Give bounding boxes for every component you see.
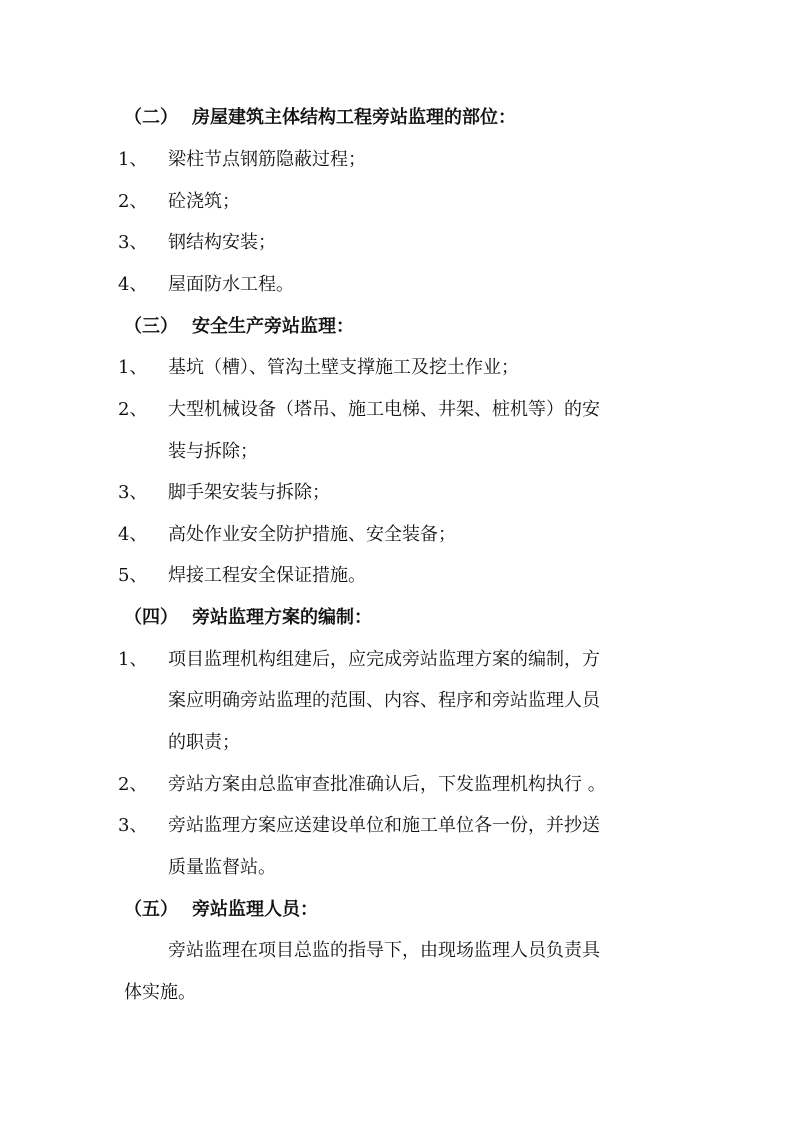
item-text-continued: 的职责； (168, 732, 240, 753)
section-heading (124, 106, 516, 130)
section-title: 房屋建筑主体结构工程旁站监理的部位： (192, 107, 516, 128)
item-number: 5、 (118, 565, 148, 586)
section-title: 旁站监理方案的编制： (192, 607, 372, 628)
item-text-continued: 质量监督站。 (168, 857, 276, 878)
item-text: 砼浇筑； (168, 191, 240, 212)
item-number: 4、 (118, 274, 148, 295)
section-title: 旁站监理人员： (192, 899, 318, 920)
item-text: 梁柱节点钢筋隐蔽过程； (168, 149, 366, 170)
item-number: 3、 (118, 482, 148, 503)
paragraph-line: 旁站监理在项目总监的指导下，由现场监理人员负责具 (168, 940, 600, 961)
item-text: 项目监理机构组建后，应完成旁站监理方案的编制，方 (168, 649, 600, 670)
section-number: （三） (124, 316, 178, 337)
item-number: 2、 (118, 399, 148, 420)
item-number: 4、 (118, 524, 148, 545)
item-text: 脚手架安装与拆除； (168, 482, 330, 503)
item-text: 钢结构安装； (168, 232, 276, 253)
item-text-continued: 案应明确旁站监理的范围、内容、程序和旁站监理人员 (168, 690, 600, 711)
item-number: 3、 (118, 815, 148, 836)
item-text: 旁站监理方案应送建设单位和施工单位各一份，并抄送 (168, 815, 600, 836)
section-heading (124, 898, 318, 922)
item-text: 大型机械设备（塔吊、施工电梯、井架、桩机等）的安 (168, 399, 600, 420)
item-text: 基坑（槽）、管沟土壁支撑施工及挖土作业； (168, 357, 519, 378)
item-number: 1、 (118, 149, 148, 170)
section-title: 安全生产旁站监理： (192, 316, 354, 337)
item-text: 焊接工程安全保证措施。 (168, 565, 366, 586)
item-number: 2、 (118, 774, 148, 795)
section-number: （二） (124, 107, 178, 128)
item-text-continued: 装与拆除； (168, 441, 258, 462)
section-number: （五） (124, 899, 178, 920)
section-number: （四） (124, 607, 178, 628)
item-number: 2、 (118, 191, 148, 212)
item-number: 1、 (118, 649, 148, 670)
item-text: 高处作业安全防护措施、安全装备； (168, 524, 456, 545)
item-number: 3、 (118, 232, 148, 253)
item-text: 屋面防水工程。 (168, 274, 294, 295)
paragraph-line: 体实施。 (124, 982, 196, 1003)
item-text: 旁站方案由总监审查批准确认后，下发监理机构执行 。 (168, 774, 606, 795)
section-heading (124, 606, 372, 630)
item-number: 1、 (118, 357, 148, 378)
section-heading (124, 315, 354, 339)
